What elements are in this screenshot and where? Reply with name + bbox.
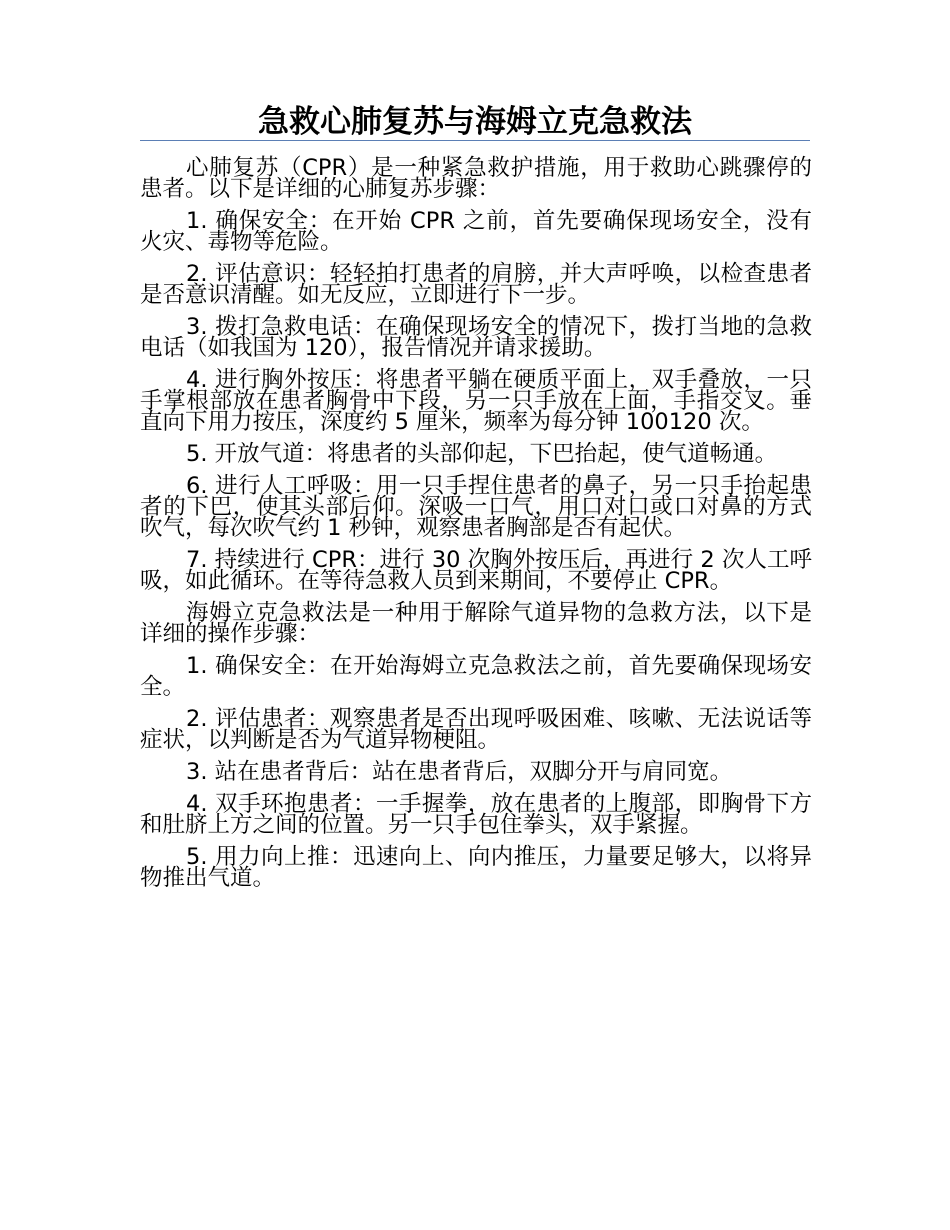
paragraph-cpr-intro: 心肺复苏（CPR）是一种紧急救护措施，用于救助心跳骤停的患者。以下是详细的心肺复苏步骤： (140, 155, 812, 202)
paragraph-cpr-step-1: 1. 确保安全：在开始 CPR 之前，首先要确保现场安全，没有火灾、毒物等危险。 (140, 208, 812, 255)
paragraph-cpr-step-4: 4. 进行胸外按压：将患者平躺在硬质平面上，双手叠放，一只手掌根部放在患者胸骨中下段，另一只手放在上面，手指交叉。垂直向下用力按压，深度约 5 厘米，频率为每分钟 100120 次。 (140, 367, 812, 435)
paragraph-cpr-step-7: 7. 持续进行 CPR：进行 30 次胸外按压后，再进行 2 次人工呼吸，如此循环。在等待急救人员到来期间，不要停止 CPR。 (140, 547, 812, 594)
paragraph-heimlich-step-5: 5. 用力向上推：迅速向上、向内推压，力量要足够大，以将异物推出气道。 (140, 844, 812, 891)
paragraph-heimlich-step-4: 4. 双手环抱患者：一手握拳，放在患者的上腹部，即胸骨下方和肚脐上方之间的位置。另一只手包住拳头，双手紧握。 (140, 791, 812, 838)
paragraph-heimlich-step-3: 3. 站在患者背后：站在患者背后，双脚分开与肩同宽。 (186, 759, 733, 785)
paragraph-cpr-step-5: 5. 开放气道：将患者的头部仰起，下巴抬起，使气道畅通。 (186, 441, 778, 467)
paragraph-heimlich-step-2: 2. 评估患者：观察患者是否出现呼吸困难、咳嗽、无法说话等症状，以判断是否为气道异物梗阻。 (140, 706, 812, 753)
paragraph-cpr-step-2: 2. 评估意识：轻轻拍打患者的肩膀，并大声呼唤，以检查患者是否意识清醒。如无反应，立即进行下一步。 (140, 261, 812, 308)
document-body (140, 155, 812, 900)
title-underline (140, 102, 810, 141)
paragraph-cpr-step-6: 6. 进行人工呼吸：用一只手捏住患者的鼻子，另一只手抬起患者的下巴，使其头部后仰。深吸一口气，用口对口或口对鼻的方式吹气，每次吹气约 1 秒钟，观察患者胸部是否有起伏。 (140, 473, 812, 541)
paragraph-heimlich-intro: 海姆立克急救法是一种用于解除气道异物的急救方法，以下是详细的操作步骤： (140, 600, 812, 647)
paragraph-cpr-step-3: 3. 拨打急救电话：在确保现场安全的情况下，拨打当地的急救电话（如我国为 120），报告情况并请求援助。 (140, 314, 812, 361)
paragraph-heimlich-step-1: 1. 确保安全：在开始海姆立克急救法之前，首先要确保现场安全。 (140, 653, 812, 700)
document-title: 急救心肺复苏与海姆立克急救法 (258, 104, 692, 140)
